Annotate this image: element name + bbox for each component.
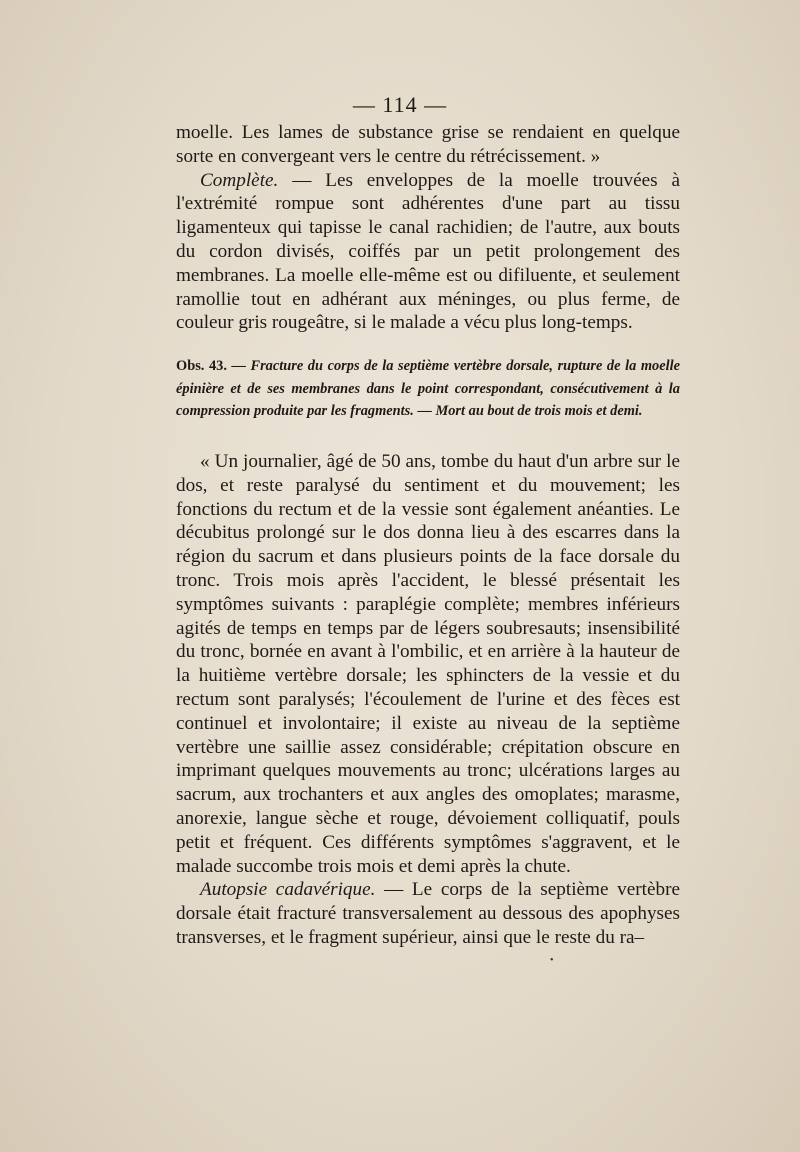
- main-section: [176, 450, 680, 950]
- observation-title: — Fracture du corps de la septième vertèbre dorsale, rupture de la moelle épinière et de ses membranes dans le point correspondant, consécutivement à la compression produite par les fragments. — Mort au bout de trois mois et demi.: [176, 358, 680, 420]
- complete-text: — Les enveloppes de la moelle trouvées à l'extrémité rompue sont adhérentes d'une part au tissu ligamenteux qui tapisse le canal rachidien; de l'autre, aux bouts du cordon divisés, coiffés par un petit prolongement des membranes. La moelle elle-même est ou difiluente, et seulement ramollie tout en adhérant aux méninges, ou plus ferme, de couleur gris rougeâtre, si le malade a vécu plus long-temps.: [176, 169, 680, 334]
- paragraph-narrative: « Un journalier, âgé de 50 ans, tombe du haut d'un arbre sur le dos, et reste paralysé du sentiment et du mouvement; les fonctions du rectum et de la vessie sont également anéanties. Le décubitus prolongé sur le dos donna lieu à des escarres dans la région du sacrum et dans plusieurs points de la face dorsale du tronc. Trois mois après l'accident, le blessé présentait les symptômes suivants : paraplégie complète; membres inférieurs agités de temps en temps par de légers soubresauts; insensibilité du tronc, bornée en avant à l'ombilic, et en arrière à la hauteur de la huitième vertèbre dorsale; les sphincters de la vessie et du rectum sont paralysés; l'écoulement de l'urine et des fèces est continuel et involontaire; il existe au niveau de la septième vertèbre une saillie assez considérable; crépitation obscure en imprimant quelques mouvements au tronc; ulcérations larges au sacrum, aux trochanters et aux angles des omoplates; marasme, anorexie, langue sèche et rouge, dévoiement colliquatif, pouls petit et fréquent. Ces différents symptômes s'aggravent, et le malade succombe trois mois et demi après la chute.: [176, 451, 680, 877]
- print-mark: •: [550, 955, 554, 966]
- page-number: — 114 —: [352, 92, 448, 117]
- observation-heading: [176, 355, 680, 423]
- observation-label: Obs. 43.: [176, 358, 227, 374]
- top-section: [176, 121, 680, 335]
- paragraph-complete: [176, 169, 680, 336]
- complete-label: Complète.: [200, 169, 279, 191]
- paragraph-continuation: moelle. Les lames de substance grise se rendaient en quelque sorte en convergeant vers le centre du rétrécissement. »: [176, 122, 680, 167]
- paragraph-autopsy: [176, 878, 680, 949]
- autopsy-label: Autopsie cadavérique.: [200, 879, 376, 901]
- autopsy-text: — Le corps de la septième vertèbre dorsale était fracturé transversalement au dessous des apophyses transverses, et le fragment supérieur, ainsi que le reste du ra–: [176, 879, 680, 948]
